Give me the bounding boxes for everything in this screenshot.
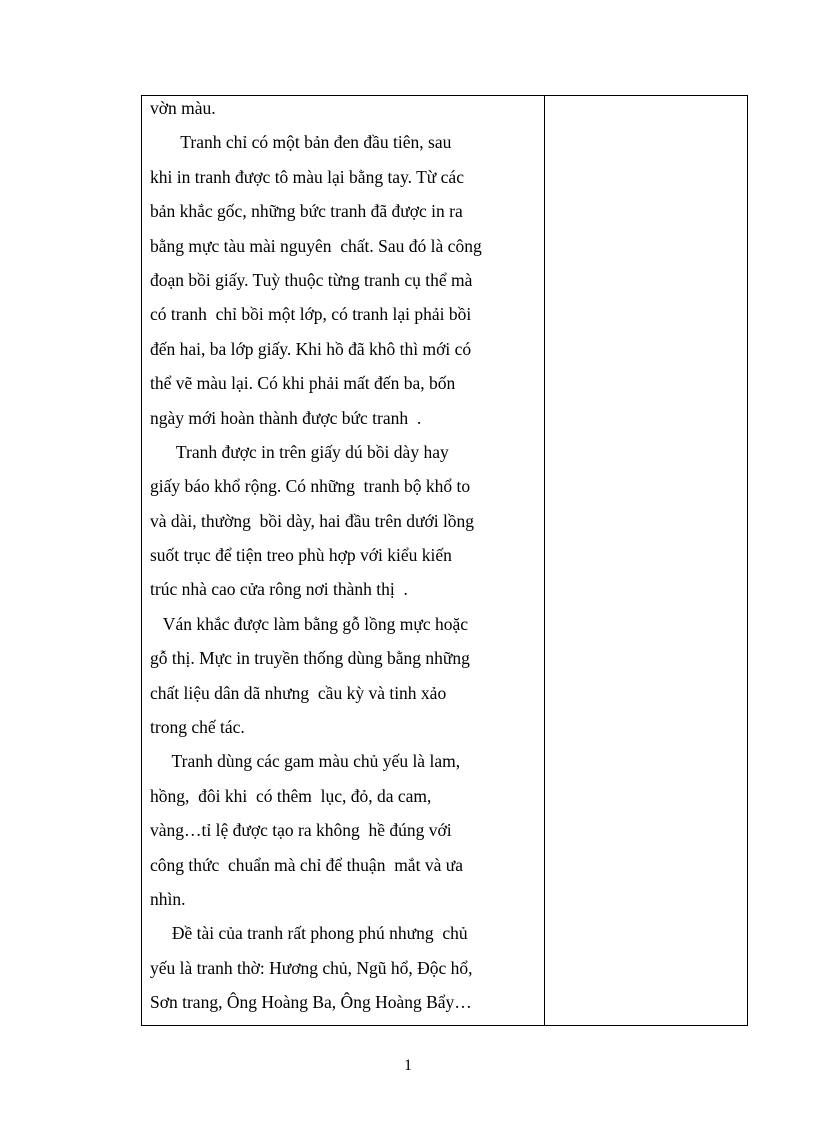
table-cell-text bbox=[142, 96, 545, 1025]
text-line: Sơn trang, Ông Hoàng Ba, Ông Hoàng Bẩy… bbox=[150, 992, 472, 1013]
text-line: đoạn bồi giấy. Tuỳ thuộc từng tranh cụ thể mà bbox=[150, 269, 473, 290]
text-line: hồng, đôi khi có thêm lục, đỏ, da cam, bbox=[150, 785, 432, 806]
text-line: Ván khắc được làm bằng gỗ lồng mực hoặc bbox=[150, 613, 469, 634]
text-line: Tranh chỉ có một bản đen đầu tiên, sau bbox=[150, 132, 452, 153]
text-line: giấy báo khổ rộng. Có những tranh bộ khổ to bbox=[150, 476, 471, 497]
text-line: bằng mực tàu mài nguyên chất. Sau đó là công bbox=[150, 235, 482, 256]
text-line: suốt trục để tiện treo phù hợp với kiểu kiến bbox=[150, 545, 452, 566]
text-line: vàng…tỉ lệ được tạo ra không hề đúng với bbox=[150, 820, 452, 841]
content-table bbox=[141, 95, 748, 1026]
page-number: 1 bbox=[404, 1057, 412, 1074]
text-line: đến hai, ba lớp giấy. Khi hồ đã khô thì mới có bbox=[150, 338, 472, 359]
text-line: Đề tài của tranh rất phong phú nhưng chủ bbox=[150, 923, 468, 944]
text-line: chất liệu dân dã nhưng cầu kỳ và tinh xảo bbox=[150, 682, 447, 703]
text-line: và dài, thường bồi dày, hai đầu trên dưới lồng bbox=[150, 510, 475, 531]
text-line: trúc nhà cao cửa rông nơi thành thị . bbox=[150, 579, 408, 600]
text-line: nhìn. bbox=[150, 888, 186, 909]
text-line: Tranh dùng các gam màu chủ yếu là lam, bbox=[150, 751, 461, 772]
text-line: công thức chuẩn mà chỉ để thuận mắt và ưa bbox=[150, 854, 463, 875]
text-line: vờn màu. bbox=[150, 98, 216, 118]
table-cell-empty bbox=[545, 96, 747, 1025]
text-line: thể vẽ màu lại. Có khi phải mất đến ba, bốn bbox=[150, 373, 456, 394]
text-line: gỗ thị. Mực in truyền thống dùng bằng những bbox=[150, 648, 470, 669]
text-line: khi in tranh được tô màu lại bằng tay. Từ các bbox=[150, 166, 464, 187]
text-line: yếu là tranh thờ: Hương chủ, Ngũ hổ, Độc hổ, bbox=[150, 957, 473, 978]
text-line: có tranh chỉ bồi một lớp, có tranh lại phải bồi bbox=[150, 304, 472, 325]
text-line: bản khắc gốc, những bức tranh đã được in ra bbox=[150, 201, 463, 222]
text-line: Tranh được in trên giấy dú bồi dày hay bbox=[150, 441, 449, 462]
text-line: ngày mới hoàn thành được bức tranh . bbox=[150, 407, 422, 428]
text-line: trong chế tác. bbox=[150, 717, 245, 738]
